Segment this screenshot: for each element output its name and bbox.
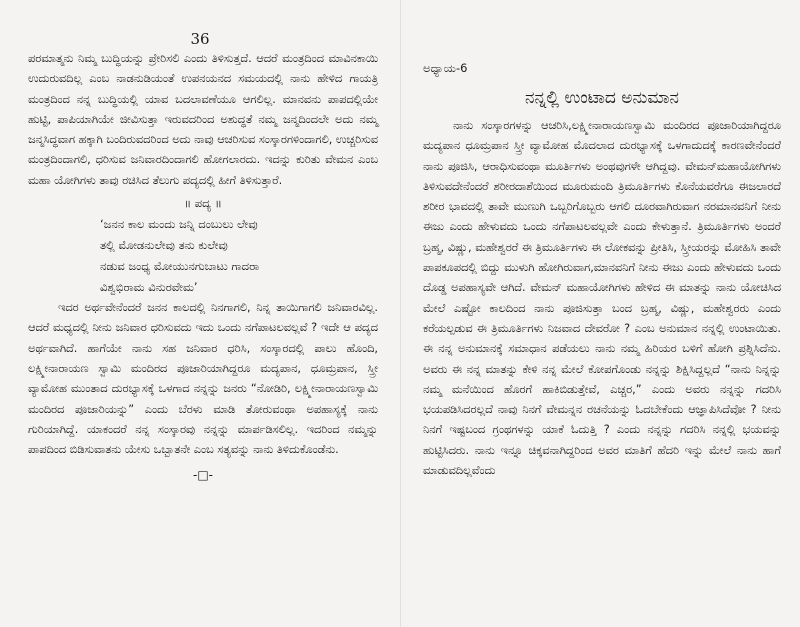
- verse-line: ವಿಶ್ವಭಿರಾಮ ವಿನುರವೇಮ’: [100, 280, 198, 295]
- verse-line: ನಡುವ ಜಂಧ್ಯ ಮೋಯುನಗುಬಾಟು ಗಾದರಾ: [100, 259, 260, 274]
- verse-line: ತಲ್ಲಿ ಮೋಡನುಲೇವು ತನು ಕುಲೇವು: [100, 238, 228, 253]
- verse-title: ॥ ಪದ್ಯ ॥: [184, 196, 222, 211]
- end-mark: -□-: [193, 468, 213, 483]
- page-number: 36: [190, 30, 210, 48]
- chapter-label: ಅಧ್ಯಾಯ-6: [423, 61, 468, 75]
- verse: [28, 214, 378, 298]
- paragraph: ನಾನು ಸಂಸ್ಕಾರಗಳನ್ನು ಆಚರಿಸಿ,ಲಕ್ಷ್ಮೀನಾರಾಯಣಸ್ವಾಮಿ ಮಂದಿರದ ಪೂಜಾರಿಯಾಗಿದ್ದರೂ ಮದ್ಯಪಾನ ಧೂಮ್ರಪಾನ ಸ್ತ್ರೀ ವ್ಯಾಮೋಹ ಮೊದಲಾದ ದುರಭ್ಯಾಸಕ್ಕೆ ಒಳಗಾದುದಕ್ಕೆ ಕಾರಣವೇನೆಂದರೆ ನಾನು ಪೂಜಿಸಿ, ಆರಾಧಿಸುವಂಥಾ ಮೂರ್ತಿಗಳು ಅಂಥವುಗಳೇ ಆಗಿದ್ದವು. ವೇಮನ್‌ಮಹಾಯೋಗಿಗಳು ತಿಳಿಸುವದೇನೆಂದರೆ ಶರೀರದಾಶೆಯಿಂದ ಮೂರುಮಂದಿ ತ್ರಿಮೂರ್ತಿಗಳು ಕೊನೆಯವರೆಗೂ ಈಜಲಾರದೆ ಶರೀರ ಭಾವದಲ್ಲಿ ತಾವೇ ಮುಣುಗಿ ಒಬ್ಬರಿಗೊಬ್ಬರು ಆಗಲಿ ದೂರವಾಗಿರುವಾಗ ನರಮಾನವನಿಗೆ ನೀನು ಈಜು ಎಂದು ಹೇಳುವದು ಒಂದು ನಗೆಪಾಟಲವಲ್ಲವೇ ಎಂದು ಕೇಳುತ್ತಾನೆ. ತ್ರಿಮೂರ್ತಿಗಳು ಅಂದರೆ ಬ್ರಹ್ಮ, ವಿಷ್ಣು, ಮಹೇಶ್ವರರೆ ಈ ತ್ರಿಮೂರ್ತಿಗಳು ಈ ಲೋಕವನ್ನು ಪ್ರೀತಿಸಿ, ಸ್ತ್ರೀಯರನ್ನು ಮೋಹಿಸಿ ತಾವೇ ಪಾಪಕೂಪದಲ್ಲಿ ಬಿದ್ದು ಮುಳುಗಿ ಹೋಗಿರುವಾಗ,ಮಾನವನಿಗೆ ನೀನು ಈಜು ಎಂದು ಹೇಳುವದು ಒಂದು ದೊಡ್ಡ ಅಪಹಾಸ್ಯವೇ ಆಗಿದೆ. ವೇಮನ್ ಮಹಾಯೋಗಿಗಳು ಹೇಳಿದ ಈ ಮಾತನ್ನು ನಾನು ಯೋಚಿಸಿದ ಮೇಲೆ ಎಷ್ಟೋ ಕಾಲದಿಂದ ನಾನು ಪೂಜಿಸುತ್ತಾ ಬಂದ ಬ್ರಹ್ಮ, ವಿಷ್ಣು, ಮಹೇಶ್ವರರು ಎಂದು ಕರೆಯಲ್ಪಡುವ ಈ ತ್ರಿಮೂರ್ತಿಗಳು ನಿಜವಾದ ದೇವರೋ ? ಎಂಬ ಅನುಮಾನ ನನ್ನಲ್ಲಿ ಉಂಟಾಯಿತು. ಈ ನನ್ನ ಅನುಮಾನಕ್ಕೆ ಸಮಾಧಾನ ಪಡೆಯಲು ನಾನು ನಮ್ಮ ಹಿರಿಯರ ಬಳಿಗೆ ಹೋಗಿ ಪ್ರಶ್ನಿಸಿದೆನು. ಅವರು ಈ ನನ್ನ ಮಾತನ್ನು ಕೇಳಿ ನನ್ನ ಮೇಲೆ ಕೋಪಗೊಂಡು ನನ್ನನ್ನು ಶಿಕ್ಷಿಸಿದ್ದಲ್ಲದೆ “ನಾನು ನಿನ್ನನ್ನು ನಮ್ಮ ಮನೆಯಿಂದ ಹೊರಗೆ ಹಾಕಿಬಿಡುತ್ತೇವೆ, ಎಚ್ಚರ,” ಎಂದು ಅವರು ನನ್ನನ್ನು ಗದರಿಸಿ ಭಯಪಡಿಸಿದರಲ್ಲದೆ ನಾವು ನಿನಗೆ ವೇಮನ್ನನ ರಚನೆಯನ್ನು ಓದಬೇಕೆಂದು ಆಜ್ಞಾಪಿಸಿದೆವೋ ? ನೀನು ನಿನಗೆ ಇಷ್ಟಬಂದ ಗ್ರಂಥಗಳನ್ನು ಯಾಕೆ ಓದುತ್ತಿ ? ಎಂದು ನನ್ನನ್ನು ಗದರಿಸಿ ನನ್ನಲ್ಲಿ ಭಯವನ್ನು ಹುಟ್ಟಿಸಿದರು. ನಾನು ಇನ್ನೂ ಚಿಕ್ಕವನಾಗಿದ್ದರಿಂದ ಅವರ ಮಾತಿಗೆ ಹೆದರಿ ಇನ್ನು ಮೇಲೆ ನಾನು ಹಾಗೆ ಮಾಡುವದಿಲ್ಲವೆಂದು: [423, 119, 781, 478]
- paragraph: ಪರಮಾತ್ಮನು ನಿಮ್ಮ ಬುದ್ಧಿಯನ್ನು ಪ್ರೇರಿಸಲಿ ಎಂದು ತಿಳಿಸುತ್ತದೆ. ಆದರೆ ಮಂತ್ರದಿಂದ ಮಾವಿನಕಾಯಿ ಉದುರುವದಿಲ್ಲ ಎಂಬ ನಾಡನುಡಿಯಂತೆ ಉಪನಯನದ ಸಮಯದಲ್ಲಿ ನಾನು ಹೇಳಿದ ಗಾಯತ್ರಿ ಮಂತ್ರದಿಂದ ನನ್ನ ಬುದ್ಧಿಯಲ್ಲಿ ಯಾವ ಬದಲಾವಣೆಯೂ ಆಗಲಿಲ್ಲ. ಮಾನವನು ಪಾಪದಲ್ಲಿಯೇ ಹುಟ್ಟಿ, ಪಾಪಿಯಾಗಿಯೇ ಜೀವಿಸುತ್ತಾ ಇರುವದರಿಂದ ಅಶುದ್ಧತೆ ನಮ್ಮ ಜನ್ಮದಿಂದಲೇ ಅದು ನಮ್ಮ ಜನ್ಮಸಿದ್ಧವಾಗ ಹಕ್ಕಾಗಿ ಬಂದಿರುವದರಿಂದ ಅದು ನಾವು ಆಚರಿಸುವ ಸಂಸ್ಕಾರಗಳಿಂದಾಗಲಿ, ಉಚ್ಚರಿಸುವ ಮಂತ್ರದಿಂದಾಗಲಿ, ಧರಿಸುವ ಜನಿವಾರದಿಂದಾಗಲಿ ಹೋಗಲಾರದು. ಇದನ್ನು ಕುರಿತು ವೇಮನ ಎಂಬ ಮಹಾ ಯೋಗಿಗಳು ತಾವು ರಚಿಸಿದ ತೆಲುಗು ಪದ್ಯದಲ್ಲಿ ಹೀಗೆ ತಿಳಿಸುತ್ತಾರೆ.: [28, 52, 378, 187]
- right-page: [400, 0, 800, 627]
- verse-line: ‘ಜನನ ಕಾಲ ಮಂದು ಜನ್ನಿ ದಂಬುಲು ಲೇವು: [100, 217, 258, 232]
- chapter-title: ನನ್ನಲ್ಲಿ ಉಂಟಾದ ಅನುಮಾನ: [525, 88, 679, 108]
- left-page-body: [28, 49, 378, 486]
- paragraph: ಇದರ ಅರ್ಥವೇನೆಂದರೆ ಜನನ ಕಾಲದಲ್ಲಿ ನಿನಗಾಗಲಿ, ನಿನ್ನ ತಾಯಿಗಾಗಲಿ ಜನಿವಾರವಿಲ್ಲ. ಆದರೆ ಮಧ್ಯದಲ್ಲಿ ನೀನು ಜನಿವಾರ ಧರಿಸುವದು ಇದು ಒಂದು ನಗೆಪಾಟಲವಲ್ಲವೆ ? ಇದೇ ಆ ಪದ್ಯದ ಅರ್ಥವಾಗಿದೆ. ಹಾಗೆಯೇ ನಾನು ಸಹ ಜನಿವಾರ ಧರಿಸಿ, ಸಂಸ್ಕಾರದಲ್ಲಿ ಪಾಲು ಹೊಂದಿ, ಲಕ್ಷ್ಮೀನಾರಾಯಣ ಸ್ವಾಮಿ ಮಂದಿರದ ಪೂಜಾರಿಯಾಗಿದ್ದರೂ ಮದ್ಯಪಾನ, ಧೂಮ್ರಪಾನ, ಸ್ತ್ರೀ ವ್ಯಾಮೋಹ ಮುಂತಾದ ದುರಭ್ಯಾಸಕ್ಕೆ ಒಳಗಾದ ನನ್ನನ್ನು ಜನರು “ನೋಡಿರಿ, ಲಕ್ಷ್ಮೀನಾರಾಯಣಸ್ವಾಮಿ ಮಂದಿರದ ಪೂಜಾರಿಯನ್ನು” ಎಂದು ಬೆರಳು ಮಾಡಿ ತೋರುವಂಥಾ ಅಪಹಾಸ್ಯಕ್ಕೆ ನಾನು ಗುರಿಯಾಗಿದ್ದೆ. ಯಾಕಂದರೆ ನನ್ನ ಸಂಸ್ಕಾರವು ನನ್ನನ್ನು ಮಾರ್ಪಡಿಸಲಿಲ್ಲ. ಇದರಿಂದ ನಮ್ಮನ್ನು ಪಾಪದಿಂದ ಬಿಡಿಸುವಾತನು ಯೇಸು ಒಬ್ಬಾತನೇ ಎಂಬ ಸತ್ಯವನ್ನು ನಾನು ತಿಳಿದುಕೊಂಡೆನು.: [28, 301, 378, 457]
